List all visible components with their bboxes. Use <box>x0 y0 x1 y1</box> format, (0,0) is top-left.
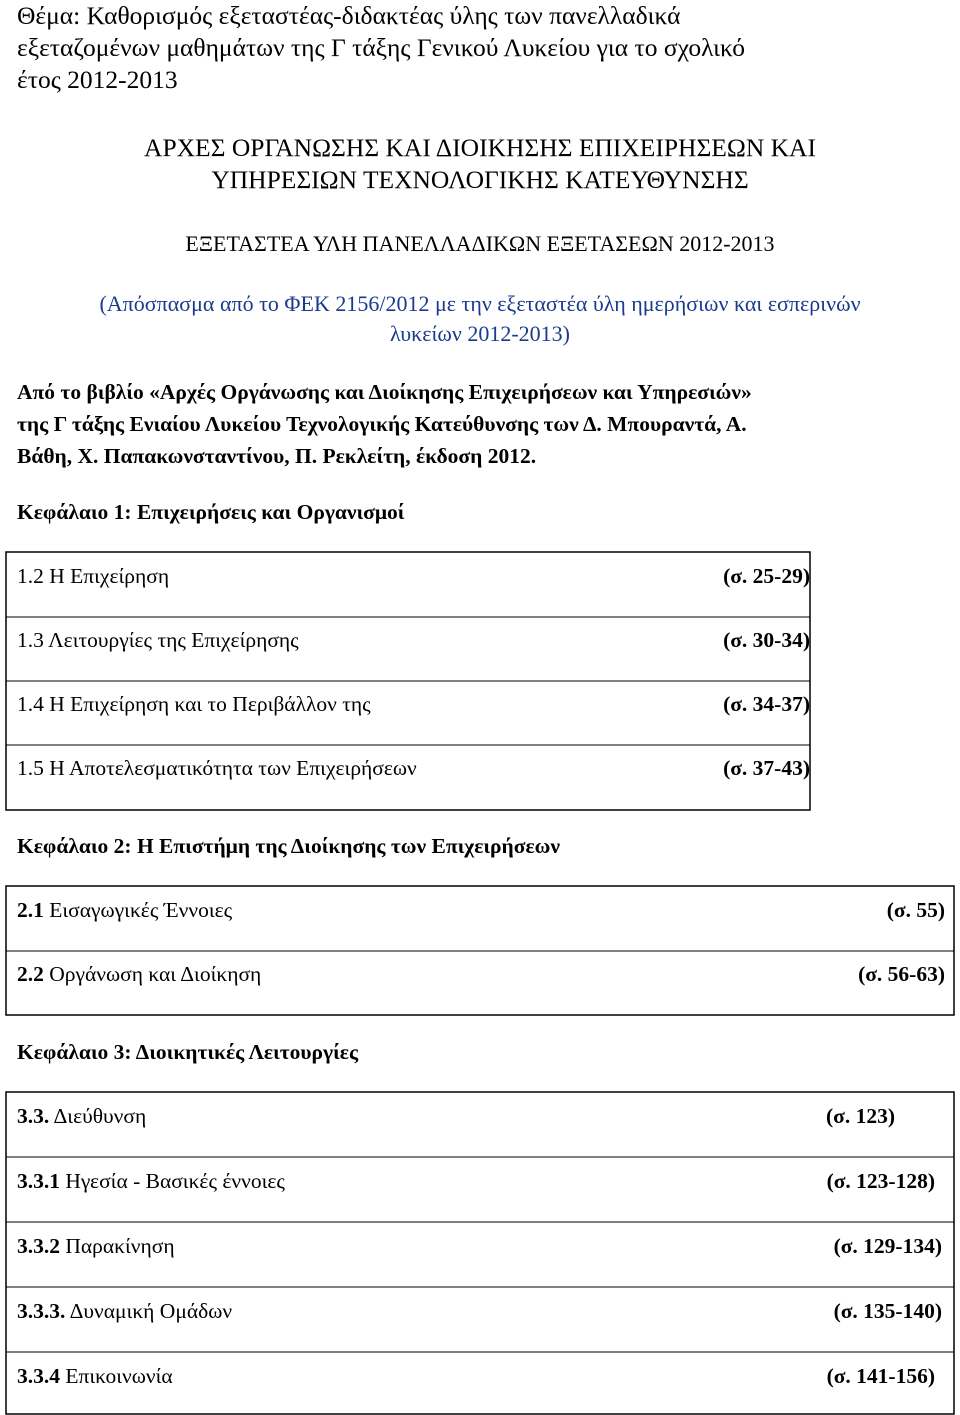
subject-line-1: Θέμα: Καθορισμός εξεταστέας-διδακτέας ύλης των πανελλαδικά <box>17 1 681 30</box>
page-range: (σ. 56-63) <box>858 962 945 986</box>
exam-material-heading: ΕΞΕΤΑΣΤΕΑ ΥΛΗ ΠΑΝΕΛΛΑΔΙΚΩΝ ΕΞΕΤΑΣΕΩΝ 2012-2013 <box>185 231 775 256</box>
section-title: Ηγεσία - Βασικές έννοιες <box>65 1169 285 1193</box>
table-row <box>17 564 169 589</box>
book-reference-line-3: Βάθη, Χ. Παπακωνσταντίνου, Π. Ρεκλείτη, έκδοση 2012. <box>17 444 537 468</box>
chapter-1-title: Κεφάλαιο 1: Επιχειρήσεις και Οργανισμοί <box>17 500 405 524</box>
page-range: (σ. 135-140) <box>833 1299 942 1323</box>
section-number: 3.3.4 <box>17 1364 60 1388</box>
fek-note-line-1: (Απόσπασμα από το ΦΕΚ 2156/2012 με την εξεταστέα ύλη ημερήσιων και εσπερινών <box>99 291 861 316</box>
page-range: (σ. 30-34) <box>723 628 810 652</box>
section-number: 2.1 <box>17 898 44 922</box>
course-title-line-2: ΥΠΗΡΕΣΙΩΝ ΤΕΧΝΟΛΟΓΙΚΗΣ ΚΑΤΕΥΘΥΝΣΗΣ <box>211 165 749 194</box>
section-title: Η Αποτελεσματικότητα των Επιχειρήσεων <box>49 756 417 780</box>
table-row <box>17 898 232 923</box>
table-row <box>17 1169 285 1194</box>
table-row <box>17 962 261 987</box>
table-row <box>17 628 299 653</box>
table-row <box>17 1104 146 1129</box>
section-number: 1.4 <box>17 692 44 716</box>
fek-note-line-2: λυκείων 2012-2013) <box>390 321 570 346</box>
page-range: (σ. 141-156) <box>826 1364 935 1388</box>
section-title: Οργάνωση και Διοίκηση <box>49 962 262 986</box>
section-title: Επικοινωνία <box>65 1364 173 1388</box>
chapter-3-title: Κεφάλαιο 3: Διοικητικές Λειτουργίες <box>17 1040 359 1064</box>
page-range: (σ. 25-29) <box>723 564 810 588</box>
table-row <box>17 1299 232 1324</box>
course-title-line-1: ΑΡΧΕΣ ΟΡΓΑΝΩΣΗΣ ΚΑΙ ΔΙΟΙΚΗΣΗΣ ΕΠΙΧΕΙΡΗΣΕΩΝ ΚΑΙ <box>144 133 816 162</box>
page-range: (σ. 129-134) <box>833 1234 942 1258</box>
chapter-2-title: Κεφάλαιο 2: Η Επιστήμη της Διοίκησης των Επιχειρήσεων <box>17 834 560 858</box>
section-number: 1.2 <box>17 564 44 588</box>
section-title: Δυναμική Ομάδων <box>69 1299 233 1323</box>
table-row <box>17 756 417 781</box>
section-title: Λειτουργίες της Επιχείρησης <box>48 628 299 652</box>
section-number: 3.3.1 <box>17 1169 60 1193</box>
section-title: Η Επιχείρηση και το Περιβάλλον της <box>49 692 371 716</box>
section-number: 1.3 <box>17 628 44 652</box>
table-row <box>17 1234 175 1259</box>
book-reference-line-2: της Γ τάξης Ενιαίου Λυκείου Τεχνολογικής Κατεύθυνσης των Δ. Μπουραντά, Α. <box>17 412 747 436</box>
table-row <box>17 1364 173 1389</box>
subject-line-3: έτος 2012-2013 <box>17 65 178 94</box>
table-row <box>17 692 371 717</box>
page-range: (σ. 123-128) <box>826 1169 935 1193</box>
section-number: 3.3. <box>17 1104 50 1128</box>
page-range: (σ. 55) <box>886 898 945 922</box>
section-number: 1.5 <box>17 756 44 780</box>
page-range: (σ. 34-37) <box>723 692 810 716</box>
subject-line-2: εξεταζομένων μαθημάτων της Γ τάξης Γενικού Λυκείου για το σχολικό <box>17 33 746 62</box>
page-range: (σ. 123) <box>825 1104 895 1128</box>
section-title: Εισαγωγικές Έννοιες <box>49 898 233 922</box>
page-range: (σ. 37-43) <box>723 756 810 780</box>
book-reference-line-1: Από το βιβλίο «Αρχές Οργάνωσης και Διοίκησης Επιχειρήσεων και Υπηρεσιών» <box>17 380 752 404</box>
section-title: Η Επιχείρηση <box>49 564 170 588</box>
section-number: 3.3.2 <box>17 1234 60 1258</box>
section-title: Διεύθυνση <box>53 1104 147 1128</box>
section-number: 3.3.3. <box>17 1299 66 1323</box>
section-title: Παρακίνηση <box>65 1234 175 1258</box>
section-number: 2.2 <box>17 962 44 986</box>
